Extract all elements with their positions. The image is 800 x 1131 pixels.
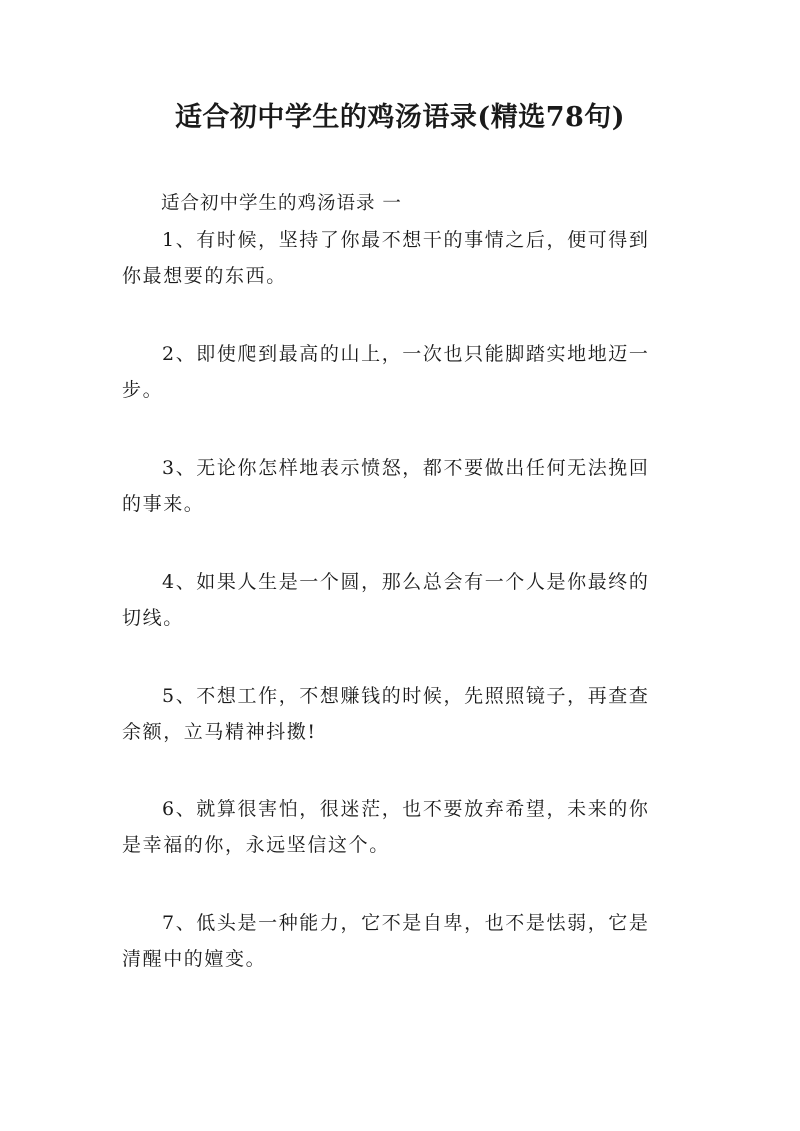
quote-line: 切线。 [122, 607, 184, 629]
quote-line: 3、无论你怎样地表示愤怒，都不要做出任何无法挽回 [162, 457, 650, 479]
document-title: 适合初中学生的鸡汤语录(精选78句) [174, 102, 626, 133]
quote-paragraph-3 [122, 450, 680, 522]
quote-line: 是幸福的你，永远坚信这个。 [122, 834, 390, 856]
quote-line: 5、不想工作，不想赚钱的时候，先照照镜子，再查查 [162, 685, 650, 707]
quote-paragraph-5 [122, 678, 680, 750]
quote-paragraph-6 [122, 791, 680, 863]
section-heading: 适合初中学生的鸡汤语录 一 [161, 193, 402, 214]
quote-paragraph-1 [122, 222, 680, 294]
quote-line: 2、即使爬到最高的山上，一次也只能脚踏实地地迈一 [162, 343, 650, 365]
quote-paragraph-4 [122, 564, 680, 636]
quote-line: 6、就算很害怕，很迷茫，也不要放弃希望，未来的你 [162, 798, 650, 820]
quote-line: 1、有时候，坚持了你最不想干的事情之后，便可得到 [162, 229, 650, 251]
quote-paragraph-7 [122, 905, 680, 977]
quote-line: 步。 [122, 379, 164, 401]
quote-line: 的事来。 [122, 493, 205, 515]
quote-line: 你最想要的东西。 [122, 265, 287, 287]
quote-line: 清醒中的嬗变。 [122, 948, 267, 970]
quote-paragraph-2 [122, 336, 680, 408]
quote-line: 7、低头是一种能力，它不是自卑，也不是怯弱，它是 [162, 912, 650, 934]
quote-line: 余额，立马精神抖擞! [122, 721, 317, 743]
quote-line: 4、如果人生是一个圆，那么总会有一个人是你最终的 [162, 571, 650, 593]
